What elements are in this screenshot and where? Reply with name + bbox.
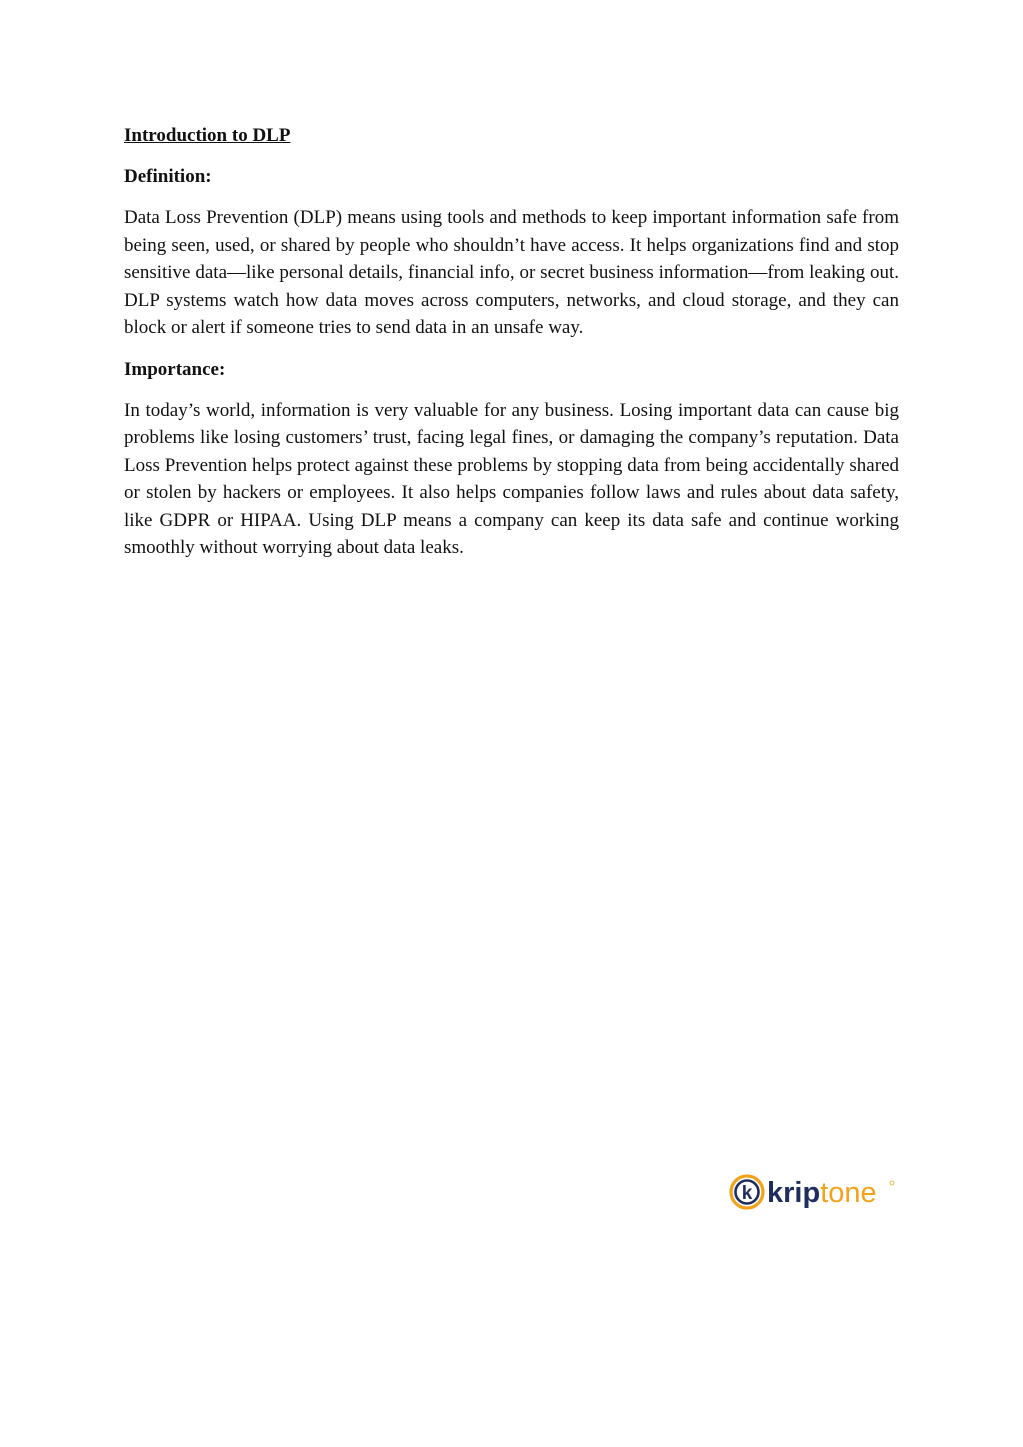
document-content: [124, 122, 899, 576]
svg-text:kriptone: kriptone: [767, 1177, 877, 1209]
section-heading-importance: Importance:: [124, 358, 226, 380]
section-body-importance: In today’s world, information is very valuable for any business. Losing important data can cause big problems like losing customers’ trust, facing legal fines, or damaging the company’s reputation. Data Loss Prevention helps protect against these problems by stopping data from being accidentally shared or stolen by hackers or employees. It also helps companies follow laws and rules about data safety, like GDPR or HIPAA. Using DLP means a company can keep its data safe and continue working smoothly without worrying about data leaks.: [124, 399, 899, 558]
section-heading-definition: Definition:: [124, 166, 212, 187]
kriptone-logo: [728, 1172, 896, 1212]
svg-text:k: k: [741, 1183, 753, 1204]
document-title: Introduction to DLP: [124, 125, 291, 146]
section-body-definition: Data Loss Prevention (DLP) means using tools and methods to keep important information safe from being seen, used, or shared by people who shouldn’t have access. It helps organizations find and stop sensitive data—like personal details, financial info, or secret business information—from leaking out. DLP systems watch how data moves across computers, networks, and cloud storage, and they can block or alert if someone tries to send data in an unsafe way.: [124, 207, 899, 338]
